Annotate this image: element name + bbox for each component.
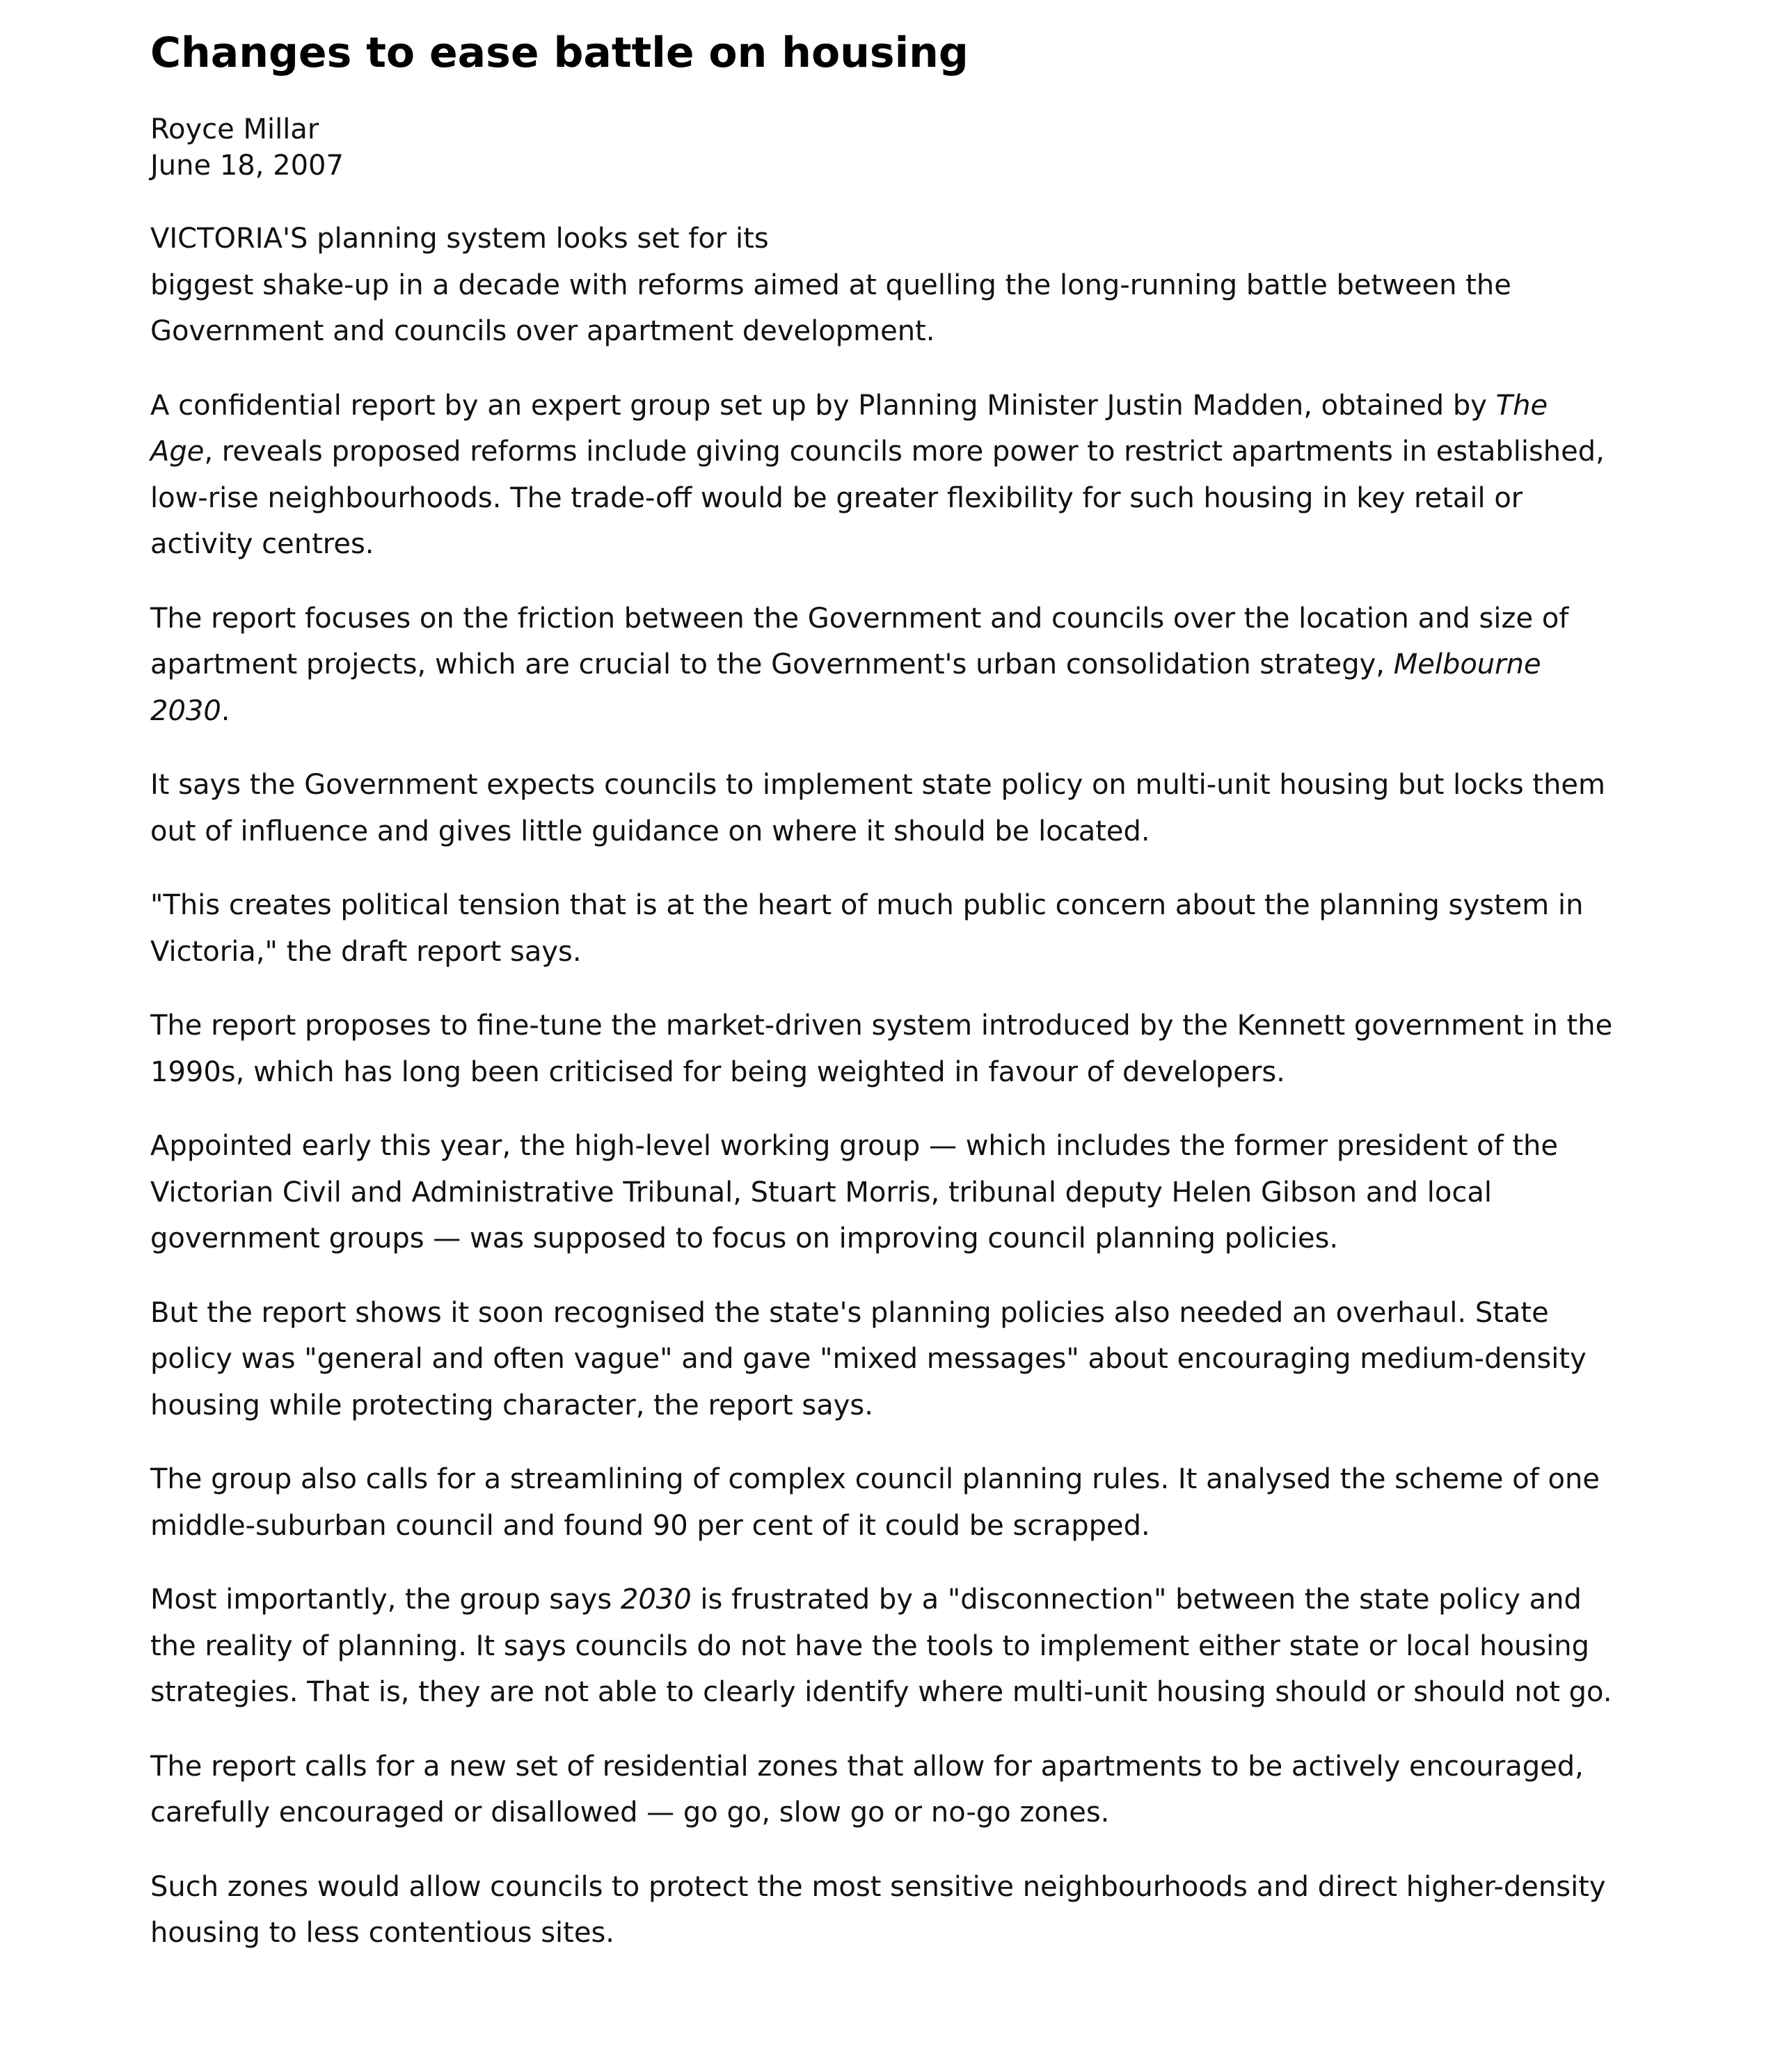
paragraph-12: Such zones would allow councils to protect the most sensitive neighbourhoods and direct higher-density housing to less contentious sites. xyxy=(150,1870,1606,1949)
paragraph-9: The group also calls for a streamlining of complex council planning rules. It analysed the scheme of one middle-suburban council and found 90 per cent of it could be scrapped. xyxy=(150,1463,1600,1542)
paragraph-3-text-end: . xyxy=(221,694,230,727)
paragraph-6: The report proposes to fine-tune the market-driven system introduced by the Kennett government in the 1990s, which has long been criticised for being weighted in favour of developers. xyxy=(150,1010,1613,1088)
strategy-name-2030: 2030 xyxy=(620,1584,692,1616)
article-title: Changes to ease battle on housing xyxy=(150,29,969,77)
paragraph-5: "This creates political tension that is at the heart of much public concern about the planning system in Victoria," the draft report says. xyxy=(150,889,1584,968)
publication-date: June 18, 2007 xyxy=(150,150,344,182)
paragraph-3 xyxy=(150,596,1619,735)
article xyxy=(150,25,1619,1984)
paragraph-10-text-start: Most importantly, the group says xyxy=(150,1584,621,1616)
paragraph-1 xyxy=(150,216,1619,355)
paragraph-4: It says the Government expects councils to implement state policy on multi-unit housing but locks them out of influence and gives little guidance on where it should be located. xyxy=(150,769,1605,847)
paragraph-2-text-start: A confidential report by an expert group set up by Planning Minister Justin Madden, obtained by xyxy=(150,389,1496,422)
paragraph-2 xyxy=(150,383,1619,568)
paragraph-1-rest: biggest shake-up in a decade with reforms aimed at quelling the long-running battle between the Government and councils over apartment development. xyxy=(150,269,1511,347)
paragraph-2-text-end: , reveals proposed reforms include giving councils more power to restrict apartments in established, low-rise neighbourhoods. The trade-off would be greater flexibility for such housing in key retail or activity centres. xyxy=(150,436,1605,560)
paragraph-10-text-end: is frustrated by a "disconnection" between the state policy and the reality of planning. It says councils do not have the tools to implement either state or local housing strategies. That is, they are not able to clearly identify where multi-unit housing should or should not go. xyxy=(150,1584,1612,1708)
paragraph-10 xyxy=(150,1577,1619,1716)
author-name: Royce Millar xyxy=(150,113,319,145)
paragraph-3-text-start: The report focuses on the friction between the Government and councils over the location and size of apartment projects, which are crucial to the Government's urban consolidation strategy, xyxy=(150,602,1569,680)
strategy-name-melbourne-2030: Melbourne 2030 xyxy=(150,648,1541,727)
paragraph-7: Appointed early this year, the high-level working group — which includes the former president of the Victorian Civil and Administrative Tribunal, Stuart Morris, tribunal deputy Helen Gibson and local government groups — was supposed to focus on improving council planning policies. xyxy=(150,1130,1559,1254)
paragraph-11: The report calls for a new set of residential zones that allow for apartments to be actively encouraged, carefully encouraged or disallowed — go go, slow go or no-go zones. xyxy=(150,1750,1584,1828)
paragraph-1-first-line: VICTORIA'S planning system looks set for its xyxy=(150,223,769,255)
byline xyxy=(150,111,1619,184)
publication-name-the-age: The Age xyxy=(150,389,1548,468)
paragraph-8: But the report shows it soon recognised the state's planning policies also needed an overhaul. State policy was "general and often vague" and gave "mixed messages" about encouraging medium-density housing while protecting character, the report says. xyxy=(150,1296,1587,1421)
